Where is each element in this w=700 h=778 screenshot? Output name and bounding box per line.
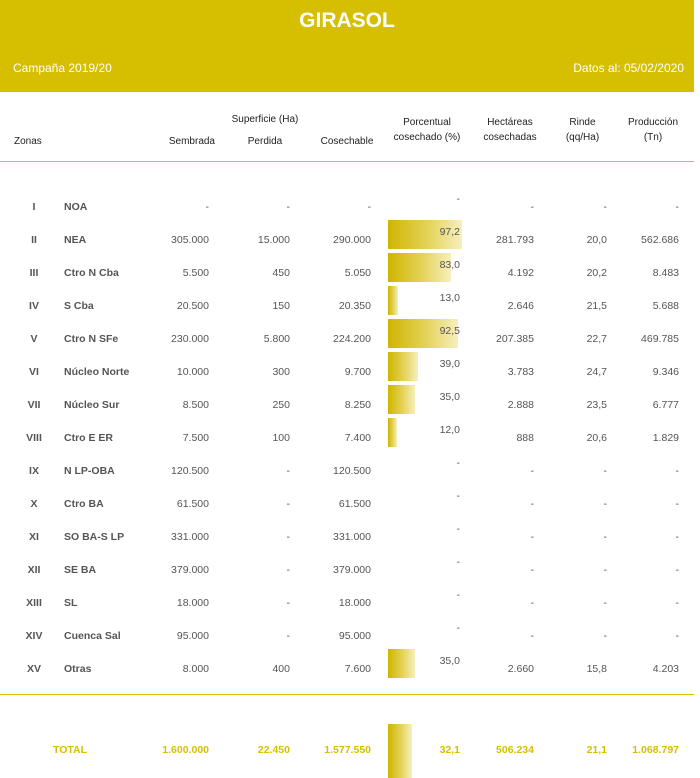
total-rinde: 21,1: [586, 744, 607, 756]
perdida-value: 300: [272, 366, 290, 378]
total-divider: [0, 694, 694, 695]
percent-value: -: [456, 193, 460, 205]
percent-value: 92,5: [439, 325, 460, 337]
rinde-value: -: [603, 630, 607, 642]
produccion-value: -: [675, 564, 679, 576]
percent-bar: [388, 649, 415, 678]
zone-name: Núcleo Norte: [64, 366, 130, 378]
total-hectareas: 506.234: [496, 744, 534, 756]
perdida-value: -: [286, 597, 290, 609]
percent-value: 12,0: [439, 424, 460, 436]
table-row: [0, 424, 694, 448]
zone-number: V: [30, 333, 38, 345]
zone-name: Ctro E ER: [64, 432, 114, 444]
zone-number: XIII: [26, 597, 42, 609]
hectareas-value: 2.888: [507, 399, 534, 411]
perdida-value: 150: [272, 300, 290, 312]
produccion-value: 562.686: [641, 234, 679, 246]
header-cosechable: Cosechable: [320, 136, 374, 147]
header-produccion-line1: Producción: [627, 117, 679, 128]
percent-value: 13,0: [439, 292, 460, 304]
percent-value: -: [456, 589, 460, 601]
zone-number: IV: [29, 300, 39, 312]
header-produccion: [620, 115, 686, 145]
header-produccion-line2: (Tn): [643, 132, 663, 143]
perdida-value: -: [286, 465, 290, 477]
zone-number: VII: [27, 399, 41, 411]
percent-bar: [388, 286, 398, 315]
sembrada-value: 305.000: [171, 234, 209, 246]
rinde-value: 22,7: [586, 333, 607, 345]
rinde-value: -: [603, 201, 607, 213]
zone-number: XV: [26, 663, 41, 675]
zone-number: I: [32, 201, 36, 213]
header-hectareas: [470, 115, 550, 145]
produccion-value: 469.785: [641, 333, 679, 345]
header-perdida: Perdida: [247, 136, 283, 147]
zone-name: Otras: [64, 663, 92, 675]
table-row: [0, 523, 694, 547]
perdida-value: 15.000: [257, 234, 290, 246]
percent-value: -: [456, 622, 460, 634]
perdida-value: -: [286, 531, 290, 543]
cosechable-value: 120.500: [333, 465, 371, 477]
rinde-value: 15,8: [586, 663, 607, 675]
sembrada-value: 8.000: [182, 663, 209, 675]
produccion-value: 1.829: [652, 432, 679, 444]
cosechable-value: 18.000: [338, 597, 371, 609]
header-superficie: Superficie (Ha): [231, 114, 299, 125]
rinde-value: -: [603, 564, 607, 576]
hectareas-value: -: [530, 630, 534, 642]
rinde-value: -: [603, 597, 607, 609]
rinde-value: -: [603, 498, 607, 510]
hectareas-value: -: [530, 564, 534, 576]
perdida-value: 250: [272, 399, 290, 411]
zone-number: XII: [27, 564, 41, 576]
sembrada-value: 230.000: [171, 333, 209, 345]
sembrada-value: 95.000: [176, 630, 209, 642]
produccion-value: 5.688: [652, 300, 679, 312]
zone-name: N LP-OBA: [64, 465, 115, 477]
percent-value: 39,0: [439, 358, 460, 370]
table-row: [0, 622, 694, 646]
zone-name: NEA: [64, 234, 87, 246]
zone-name: S Cba: [64, 300, 94, 312]
total-sembrada: 1.600.000: [162, 744, 209, 756]
perdida-value: -: [286, 498, 290, 510]
rinde-value: 23,5: [586, 399, 607, 411]
cosechable-value: 9.700: [344, 366, 371, 378]
total-label: TOTAL: [53, 744, 88, 756]
percent-value: -: [456, 556, 460, 568]
table-row: [0, 655, 694, 679]
percent-bar: [388, 418, 397, 447]
hectareas-value: 888: [516, 432, 534, 444]
perdida-value: 450: [272, 267, 290, 279]
hectareas-value: -: [530, 531, 534, 543]
sembrada-value: 10.000: [176, 366, 209, 378]
percent-value: -: [456, 523, 460, 535]
table-row: [0, 226, 694, 250]
rinde-value: 24,7: [586, 366, 607, 378]
produccion-value: -: [675, 201, 679, 213]
header-porcentual-line2: cosechado (%): [393, 132, 461, 143]
rinde-value: -: [603, 465, 607, 477]
produccion-value: -: [675, 498, 679, 510]
header-rinde: [555, 115, 610, 145]
produccion-value: 9.346: [652, 366, 679, 378]
percent-value: 35,0: [439, 655, 460, 667]
cosechable-value: 379.000: [333, 564, 371, 576]
zone-number: VI: [29, 366, 39, 378]
hectareas-value: 281.793: [496, 234, 534, 246]
rinde-value: -: [603, 531, 607, 543]
cosechable-value: 8.250: [344, 399, 371, 411]
table-row: [0, 193, 694, 217]
rinde-value: 20,6: [586, 432, 607, 444]
sembrada-value: 331.000: [171, 531, 209, 543]
perdida-value: -: [286, 630, 290, 642]
table-row: [0, 391, 694, 415]
rinde-value: 20,0: [586, 234, 607, 246]
data-date-label: Datos al: 05/02/2020: [573, 61, 684, 75]
hectareas-value: -: [530, 597, 534, 609]
zone-name: Ctro BA: [64, 498, 104, 510]
sembrada-value: 20.500: [176, 300, 209, 312]
total-perdida: 22.450: [257, 744, 290, 756]
total-row: [0, 740, 694, 760]
percent-bar: [388, 352, 418, 381]
table-row: [0, 457, 694, 481]
hectareas-value: 2.660: [507, 663, 534, 675]
percent-bar: [388, 385, 415, 414]
zone-name: Ctro N SFe: [64, 333, 119, 345]
cosechable-value: -: [367, 201, 371, 213]
zone-number: VIII: [26, 432, 42, 444]
zone-name: Cuenca Sal: [64, 630, 121, 642]
cosechable-value: 7.600: [344, 663, 371, 675]
zone-number: II: [31, 234, 37, 246]
produccion-value: -: [675, 630, 679, 642]
hectareas-value: 2.646: [507, 300, 534, 312]
rinde-value: 20,2: [586, 267, 607, 279]
zone-number: III: [29, 267, 39, 279]
hectareas-value: 4.192: [507, 267, 534, 279]
zone-name: SO BA-S LP: [64, 531, 125, 543]
percent-value: -: [456, 457, 460, 469]
hectareas-value: -: [530, 498, 534, 510]
produccion-value: 4.203: [652, 663, 679, 675]
cosechable-value: 331.000: [333, 531, 371, 543]
zone-number: XIV: [25, 630, 43, 642]
zone-number: XI: [29, 531, 39, 543]
sembrada-value: 61.500: [176, 498, 209, 510]
page-title: GIRASOL: [299, 9, 395, 32]
produccion-value: 6.777: [652, 399, 679, 411]
header-porcentual: [382, 115, 472, 145]
header-hectareas-line2: cosechadas: [483, 132, 537, 143]
table-row: [0, 589, 694, 613]
zone-name: SE BA: [64, 564, 97, 576]
total-produccion: 1.068.797: [632, 744, 679, 756]
hectareas-value: -: [530, 465, 534, 477]
sembrada-value: -: [205, 201, 209, 213]
perdida-value: -: [286, 564, 290, 576]
header-porcentual-line1: Porcentual: [403, 117, 451, 128]
header-rinde-line2: (qq/Ha): [565, 132, 600, 143]
cosechable-value: 290.000: [333, 234, 371, 246]
cosechable-value: 224.200: [333, 333, 371, 345]
table-row: [0, 490, 694, 514]
zone-number: X: [30, 498, 38, 510]
percent-value: -: [456, 490, 460, 502]
sembrada-value: 379.000: [171, 564, 209, 576]
total-cosechable: 1.577.550: [324, 744, 371, 756]
cosechable-value: 61.500: [338, 498, 371, 510]
sembrada-value: 18.000: [176, 597, 209, 609]
zone-number: IX: [29, 465, 39, 477]
hectareas-value: 3.783: [507, 366, 534, 378]
zone-name: Núcleo Sur: [64, 399, 120, 411]
produccion-value: -: [675, 597, 679, 609]
table-row: [0, 325, 694, 349]
percent-value: 83,0: [439, 259, 460, 271]
produccion-value: -: [675, 531, 679, 543]
percent-value: 97,2: [439, 226, 460, 238]
zone-name: NOA: [64, 201, 88, 213]
hectareas-value: -: [530, 201, 534, 213]
header-zonas: Zonas: [14, 136, 42, 147]
header-sembrada: Sembrada: [168, 136, 215, 147]
cosechable-value: 95.000: [338, 630, 371, 642]
perdida-value: 5.800: [263, 333, 290, 345]
total-percent: 32,1: [439, 744, 460, 756]
zone-name: SL: [64, 597, 78, 609]
cosechable-value: 5.050: [344, 267, 371, 279]
zone-name: Ctro N Cba: [64, 267, 119, 279]
perdida-value: 400: [272, 663, 290, 675]
produccion-value: -: [675, 465, 679, 477]
header-rinde-line1: Rinde: [569, 117, 596, 128]
total-percent-bar: [388, 724, 412, 778]
sembrada-value: 8.500: [182, 399, 209, 411]
table-row: [0, 259, 694, 283]
sembrada-value: 7.500: [182, 432, 209, 444]
perdida-value: 100: [272, 432, 290, 444]
perdida-value: -: [286, 201, 290, 213]
header-banner: [0, 0, 694, 92]
table-row: [0, 292, 694, 316]
header-hectareas-line1: Hectáreas: [487, 117, 533, 128]
cosechable-value: 20.350: [338, 300, 371, 312]
table-row: [0, 358, 694, 382]
produccion-value: 8.483: [652, 267, 679, 279]
cosechable-value: 7.400: [344, 432, 371, 444]
header-divider: [0, 161, 694, 162]
campaign-label: Campaña 2019/20: [13, 61, 112, 75]
sembrada-value: 120.500: [171, 465, 209, 477]
table-row: [0, 556, 694, 580]
sembrada-value: 5.500: [182, 267, 209, 279]
hectareas-value: 207.385: [496, 333, 534, 345]
rinde-value: 21,5: [586, 300, 607, 312]
percent-value: 35,0: [439, 391, 460, 403]
